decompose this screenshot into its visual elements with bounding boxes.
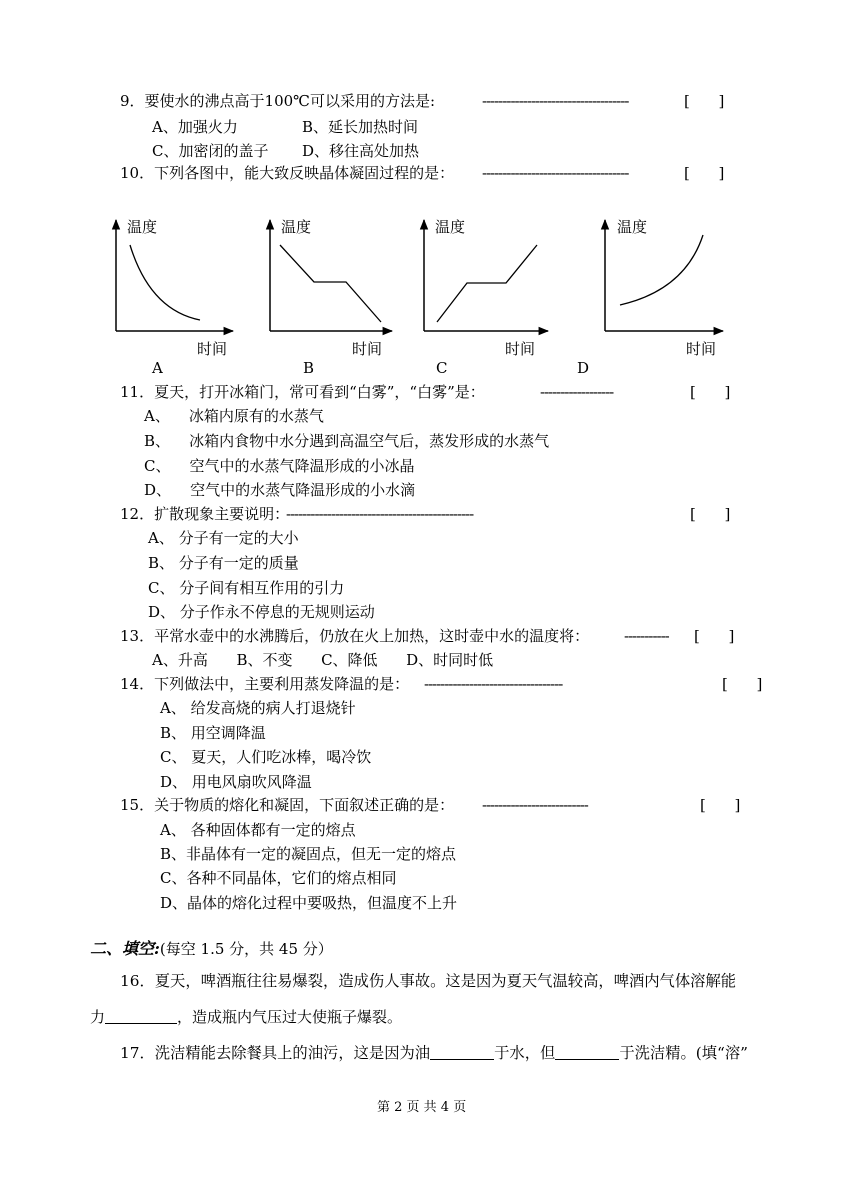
q15-answer-bracket[interactable]: [ ] [700, 796, 741, 814]
graph-b-ylabel: 温度 [281, 218, 312, 236]
q16-line2 [90, 1007, 402, 1027]
graph-c-xlabel: 时间 [505, 340, 536, 358]
q10-stem: 10．下列各图中，能大致反映晶体凝固过程的是： [120, 164, 455, 182]
q15-option-d: D、晶体的熔化过程中要吸热，但温度不上升 [160, 894, 458, 912]
q11-leader: ------------------ [540, 383, 614, 401]
q13-stem: 13．平常水壶中的水沸腾后，仍放在火上加热，这时壶中水的温度将： [120, 627, 590, 645]
q15-option-c: C、各种不同晶体，它们的熔点相同 [160, 869, 397, 887]
q10-answer-bracket[interactable]: [ ] [684, 164, 725, 182]
q13-options: A、升高 B、不变 C、降低 D、时同时低 [152, 651, 494, 669]
q12-option-c: C、 分子间有相互作用的引力 [148, 579, 345, 597]
section-2-heading [90, 938, 333, 960]
q11-stem: 11．夏天，打开冰箱门，常可看到“白雾”，“白雾”是： [120, 383, 485, 401]
section-2-note: (每空 1.5 分，共 45 分） [159, 940, 333, 958]
graph-c-ylabel: 温度 [435, 218, 466, 236]
graph-c-letter: C [436, 359, 448, 377]
q16-answer-blank[interactable] [105, 1007, 177, 1024]
q14-leader: ---------------------------------- [424, 675, 563, 693]
q15-option-b: B、非晶体有一定的凝固点，但无一定的熔点 [160, 845, 457, 863]
q11-option-b: B、 冰箱内食物中水分遇到高温空气后，蒸发形成的水蒸气 [144, 432, 550, 450]
q16-line1: 16．夏天，啤酒瓶往往易爆裂，造成伤人事故。这是因为夏天气温较高，啤酒内气体溶解能 [120, 972, 737, 990]
q17-part3: 于洗洁精。(填“溶” [619, 1044, 748, 1062]
graph-d-letter: D [577, 359, 590, 377]
q9-leader: ------------------------------------ [482, 92, 629, 110]
q9-option-b: B、延长加热时间 [302, 118, 419, 136]
q12-leader: ---------------------------------------------- [286, 505, 474, 523]
q12-stem: 12．扩散现象主要说明： [120, 505, 290, 523]
page-footer: 第 2 页 共 4 页 [377, 1100, 467, 1115]
q9-stem: 9．要使水的沸点高于100℃可以采用的方法是: [120, 92, 436, 110]
q12-option-a: A、 分子有一定的大小 [148, 529, 299, 547]
q14-option-d: D、 用电风扇吹风降温 [160, 773, 312, 791]
q14-option-b: B、 用空调降温 [160, 724, 266, 742]
q17-answer-blank-1[interactable] [430, 1043, 494, 1060]
section-2-title: 二、填空: [90, 939, 160, 958]
q17-part1: 17．洗洁精能去除餐具上的油污，这是因为油 [120, 1044, 431, 1062]
q12-option-d: D、 分子作永不停息的无规则运动 [148, 603, 375, 621]
q16-line2-end: ，造成瓶内气压过大使瓶子爆裂。 [177, 1008, 403, 1026]
q9-option-a: A、加强火力 [152, 118, 238, 136]
q13-answer-bracket[interactable]: [ ] [694, 627, 735, 645]
graph-a-letter: A [152, 359, 163, 377]
q11-answer-bracket[interactable]: [ ] [690, 383, 731, 401]
q13-leader: ----------- [624, 627, 669, 645]
q17-answer-blank-2[interactable] [555, 1043, 619, 1060]
q17-line [120, 1043, 748, 1063]
graph-a-xlabel: 时间 [197, 340, 228, 358]
q12-answer-bracket[interactable]: [ ] [690, 505, 731, 523]
q12-option-b: B、 分子有一定的质量 [148, 554, 299, 572]
q15-option-a: A、 各种固体都有一定的熔点 [160, 821, 356, 839]
graph-b-xlabel: 时间 [352, 340, 383, 358]
graph-b-letter: B [303, 359, 315, 377]
graph-d-xlabel: 时间 [686, 340, 717, 358]
q14-stem: 14．下列做法中，主要利用蒸发降温的是： [120, 675, 410, 693]
q14-answer-bracket[interactable]: [ ] [722, 675, 763, 693]
q11-option-c: C、 空气中的水蒸气降温形成的小冰晶 [144, 457, 415, 475]
q14-option-c: C、 夏天，人们吃冰棒，喝冷饮 [160, 748, 372, 766]
q11-option-a: A、 冰箱内原有的水蒸气 [144, 407, 324, 425]
graph-c-curve [437, 245, 537, 322]
graph-d-curve [620, 235, 703, 305]
q10-leader: ------------------------------------ [482, 164, 629, 182]
q16-line2-start: 力 [90, 1008, 106, 1026]
q15-leader: -------------------------- [482, 796, 588, 814]
q9-option-c: C、加密闭的盖子 [152, 142, 269, 160]
graph-a-ylabel: 温度 [127, 218, 158, 236]
graph-a-curve [130, 245, 200, 320]
q11-option-d: D、 空气中的水蒸气降温形成的小水滴 [144, 481, 416, 499]
q15-stem: 15．关于物质的熔化和凝固，下面叙述正确的是： [120, 796, 455, 814]
q9-answer-bracket[interactable]: [ ] [684, 92, 725, 110]
graph-b-curve [280, 245, 381, 322]
graph-d-ylabel: 温度 [617, 218, 648, 236]
q14-option-a: A、 给发高烧的病人打退烧针 [160, 699, 356, 717]
q9-option-d: D、移往高处加热 [302, 142, 420, 160]
q17-part2: 于水，但 [494, 1044, 556, 1062]
